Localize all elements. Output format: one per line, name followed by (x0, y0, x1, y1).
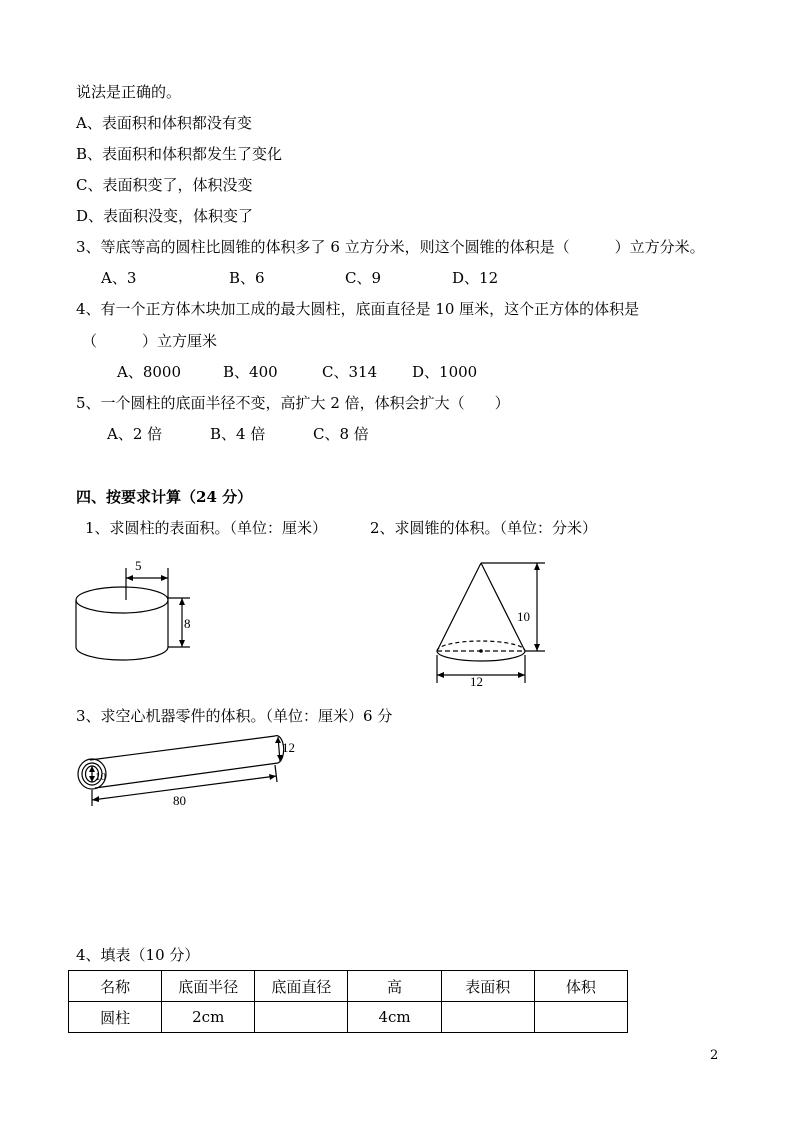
tube-length-tick-right (275, 765, 277, 782)
tube-outer-label: 12 (282, 740, 295, 755)
q4-option-d: D、1000 (412, 363, 478, 381)
cone-height-label: 10 (517, 609, 530, 624)
table-header-cell: 体积 (534, 971, 627, 1002)
table-cell-height: 4cm (348, 1002, 441, 1033)
cylinder-radius-label: 5 (135, 558, 142, 573)
table-cell-surface-area[interactable] (441, 1002, 534, 1033)
q5-option-b: B、4 倍 (210, 425, 266, 443)
table-cell-radius: 2cm (162, 1002, 255, 1033)
problem-1-prompt: 1、求圆柱的表面积。（单位：厘米） (85, 519, 328, 537)
cylinder-top-ellipse (76, 587, 168, 613)
cylinder-figure (60, 550, 220, 670)
cone-diameter-label: 12 (470, 674, 483, 689)
q4-option-a: A、8000 (117, 363, 182, 381)
tube-inner-label: 10 (95, 771, 106, 783)
problem-4-prompt: 4、填表（10 分） (76, 946, 200, 964)
q2-tail: 说法是正确的。 (76, 83, 182, 101)
q5-option-a: A、2 倍 (107, 425, 163, 443)
q2-option-c: C、表面积变了，体积没变 (76, 176, 253, 194)
table-header-row (69, 971, 628, 1002)
page-number: 2 (710, 1048, 719, 1063)
problem-2-prompt: 2、求圆锥的体积。（单位：分米） (370, 519, 598, 537)
q5-option-c: C、8 倍 (313, 425, 369, 443)
table-header-cell: 名称 (69, 971, 162, 1002)
q5-text: 5、一个圆柱的底面半径不变，高扩大 2 倍，体积会扩大（ ） (76, 394, 510, 412)
q2-option-a: A、表面积和体积都没有变 (76, 114, 252, 132)
table-header-cell: 表面积 (441, 971, 534, 1002)
q3-option-a: A、3 (101, 269, 137, 287)
cylinder-height-label: 8 (184, 616, 191, 631)
section-heading: 四、按要求计算（24 分） (76, 488, 253, 506)
q4-text-cont: （ ）立方厘米 (82, 332, 218, 350)
q3-option-b: B、6 (229, 269, 265, 287)
hollow-tube-figure (70, 730, 310, 810)
table-header-cell: 底面直径 (255, 971, 348, 1002)
q3-text: 3、等底等高的圆柱比圆锥的体积多了 6 立方分米，则这个圆锥的体积是（ ）立方分米。 (76, 238, 705, 256)
q4-text: 4、有一个正方体木块加工成的最大圆柱，底面直径是 10 厘米，这个正方体的体积是 (76, 300, 640, 318)
q3-option-c: C、9 (345, 269, 382, 287)
table-cell-diameter[interactable] (255, 1002, 348, 1033)
q4-option-b: B、400 (223, 363, 278, 381)
q3-option-d: D、12 (452, 269, 499, 287)
tube-bottom-edge (95, 763, 278, 788)
q2-option-b: B、表面积和体积都发生了变化 (76, 145, 283, 163)
tube-top-edge (90, 736, 275, 760)
cone-left-side (437, 563, 481, 651)
problem-3-prompt: 3、求空心机器零件的体积。（单位：厘米）6 分 (76, 707, 393, 725)
table-header-cell: 高 (348, 971, 441, 1002)
cone-right-side (481, 563, 525, 651)
table-cell-name: 圆柱 (69, 1002, 162, 1033)
q2-option-d: D、表面积没变，体积变了 (76, 207, 254, 225)
fill-table (68, 970, 628, 1033)
table-header-cell: 底面半径 (162, 971, 255, 1002)
tube-length-label: 80 (173, 793, 186, 808)
q4-option-c: C、314 (322, 363, 378, 381)
cone-figure (425, 555, 565, 690)
table-row (69, 1002, 628, 1033)
cylinder-bottom-arc (76, 647, 168, 660)
table-cell-volume[interactable] (534, 1002, 627, 1033)
